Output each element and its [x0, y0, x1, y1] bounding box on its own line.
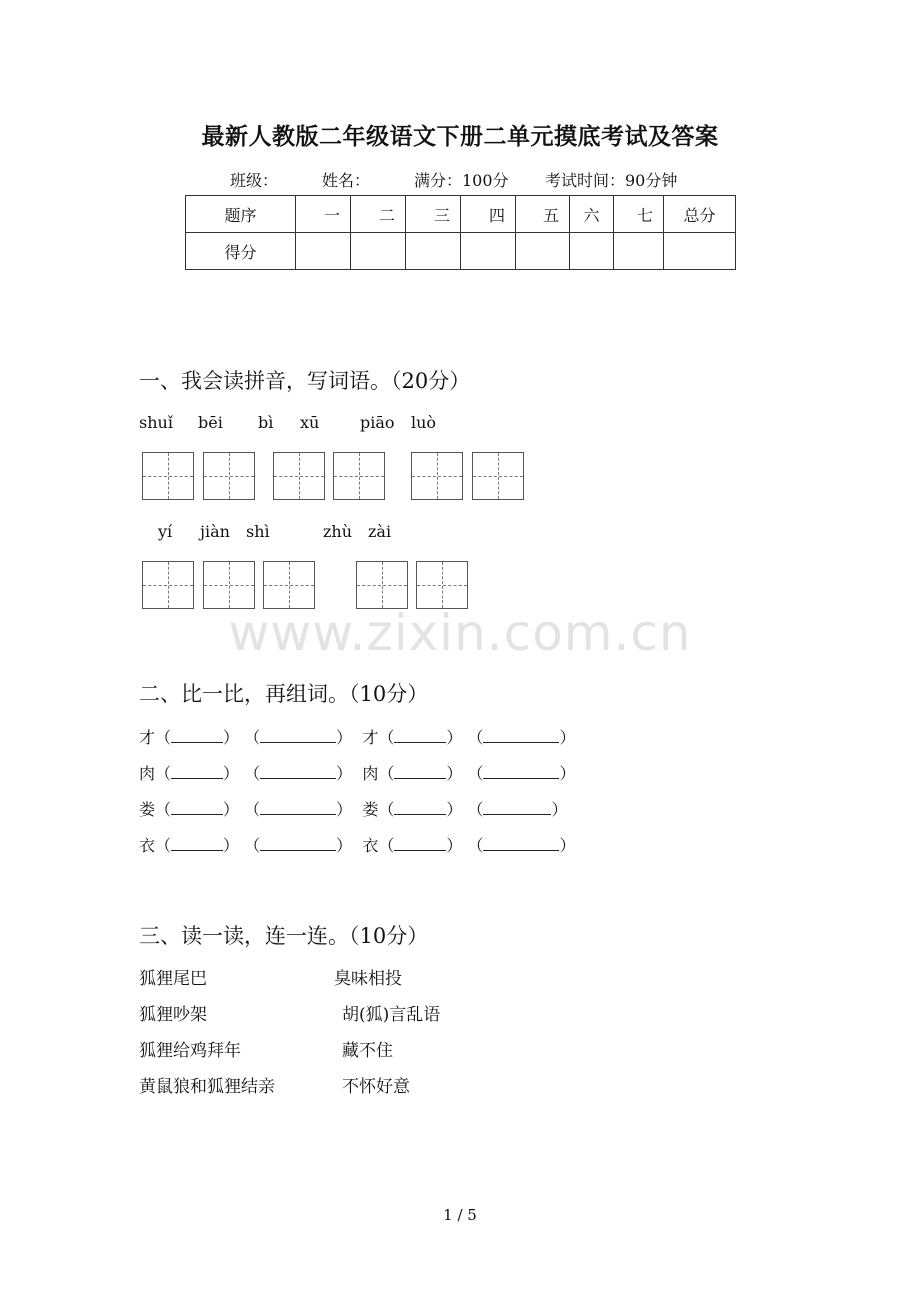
pinyin: jiàn — [200, 522, 230, 541]
score-cell[interactable] — [516, 233, 570, 270]
answer-blank[interactable] — [394, 766, 446, 779]
compare-char: 衣 — [362, 836, 379, 855]
answer-blank[interactable] — [394, 802, 446, 815]
answer-blank[interactable] — [260, 802, 336, 815]
score-header-cell: 二 — [351, 196, 406, 233]
section2-heading: 二、比一比，再组词。（10分） — [139, 682, 429, 706]
section1-heading: 一、我会读拼音，写词语。（20分） — [139, 369, 471, 393]
name-label: 姓名： — [322, 171, 371, 190]
page-number: 1 / 5 — [443, 1206, 477, 1224]
score-table-header-row — [186, 196, 736, 233]
compare-row: 才（ ） （ ） 才（ ） （ ） — [139, 728, 576, 747]
writing-grid-box[interactable] — [203, 452, 255, 500]
answer-blank[interactable] — [394, 838, 446, 851]
answer-blank[interactable] — [171, 730, 223, 743]
score-cell[interactable] — [614, 233, 664, 270]
answer-blank[interactable] — [260, 766, 336, 779]
score-header-cell: 一 — [296, 196, 351, 233]
score-row-label: 得分 — [186, 233, 296, 270]
writing-grid-box[interactable] — [273, 452, 325, 500]
writing-grid-box[interactable] — [203, 561, 255, 609]
writing-grid-box[interactable] — [416, 561, 468, 609]
pinyin: shì — [246, 522, 270, 541]
answer-blank[interactable] — [483, 730, 559, 743]
compare-char: 才 — [139, 728, 156, 747]
writing-grid-box[interactable] — [263, 561, 315, 609]
score-header-cell: 四 — [461, 196, 516, 233]
writing-grid-box[interactable] — [472, 452, 524, 500]
section3-heading: 三、读一读，连一连。（10分） — [139, 924, 429, 948]
exam-time: 考试时间：90分钟 — [545, 171, 678, 190]
watermark: www.zixin.com.cn — [228, 604, 692, 662]
score-cell[interactable] — [406, 233, 461, 270]
score-header-cell: 三 — [406, 196, 461, 233]
pinyin: piāo — [360, 413, 395, 432]
class-label: 班级： — [230, 171, 279, 190]
answer-blank[interactable] — [260, 838, 336, 851]
pinyin: zhù — [323, 522, 353, 541]
match-right-item[interactable]: 藏不住 — [342, 1041, 393, 1061]
writing-grid-box[interactable] — [142, 452, 194, 500]
writing-grid-box[interactable] — [411, 452, 463, 500]
match-right-item[interactable]: 不怀好意 — [342, 1077, 410, 1097]
compare-char: 才 — [362, 728, 379, 747]
compare-char: 肉 — [139, 764, 156, 783]
pinyin: zài — [368, 522, 392, 541]
answer-blank[interactable] — [483, 838, 559, 851]
answer-blank[interactable] — [171, 838, 223, 851]
answer-blank[interactable] — [394, 730, 446, 743]
score-cell[interactable] — [461, 233, 516, 270]
compare-row: 衣（ ） （ ） 衣（ ） （ ） — [139, 836, 576, 855]
compare-char: 娄 — [362, 800, 379, 819]
answer-blank[interactable] — [483, 766, 559, 779]
writing-grid-box[interactable] — [333, 452, 385, 500]
pinyin: yí — [158, 522, 173, 541]
answer-blank[interactable] — [171, 766, 223, 779]
full-score: 满分：100分 — [414, 171, 509, 190]
compare-row: 肉（ ） （ ） 肉（ ） （ ） — [139, 764, 576, 783]
score-header-cell: 题序 — [186, 196, 296, 233]
score-cell[interactable] — [296, 233, 351, 270]
score-cell[interactable] — [351, 233, 406, 270]
writing-grid-box[interactable] — [142, 561, 194, 609]
match-right-item[interactable]: 胡(狐)言乱语 — [342, 1005, 441, 1025]
compare-row: 娄（ ） （ ） 娄（ ） （ ） — [139, 800, 568, 819]
answer-blank[interactable] — [483, 802, 551, 815]
score-header-cell: 总分 — [664, 196, 736, 233]
match-left-item[interactable]: 狐狸尾巴 — [139, 969, 207, 989]
score-header-cell: 五 — [516, 196, 570, 233]
match-left-item[interactable]: 黄鼠狼和狐狸结亲 — [139, 1077, 275, 1097]
match-left-item[interactable]: 狐狸吵架 — [139, 1005, 207, 1025]
score-header-cell: 六 — [570, 196, 614, 233]
pinyin: bēi — [198, 413, 223, 432]
compare-char: 肉 — [362, 764, 379, 783]
pinyin: bì — [258, 413, 274, 432]
match-right-item[interactable]: 臭味相投 — [334, 969, 402, 989]
score-cell[interactable] — [570, 233, 614, 270]
pinyin: shuǐ — [139, 413, 173, 432]
answer-blank[interactable] — [171, 802, 223, 815]
score-cell[interactable] — [664, 233, 736, 270]
match-left-item[interactable]: 狐狸给鸡拜年 — [139, 1041, 241, 1061]
writing-grid-box[interactable] — [356, 561, 408, 609]
page-title: 最新人教版二年级语文下册二单元摸底考试及答案 — [201, 123, 719, 150]
score-table-row — [186, 233, 736, 270]
score-table — [185, 195, 736, 270]
pinyin: xū — [300, 413, 320, 432]
score-header-cell: 七 — [614, 196, 664, 233]
compare-char: 娄 — [139, 800, 156, 819]
compare-char: 衣 — [139, 836, 156, 855]
answer-blank[interactable] — [260, 730, 336, 743]
pinyin: luò — [411, 413, 437, 432]
